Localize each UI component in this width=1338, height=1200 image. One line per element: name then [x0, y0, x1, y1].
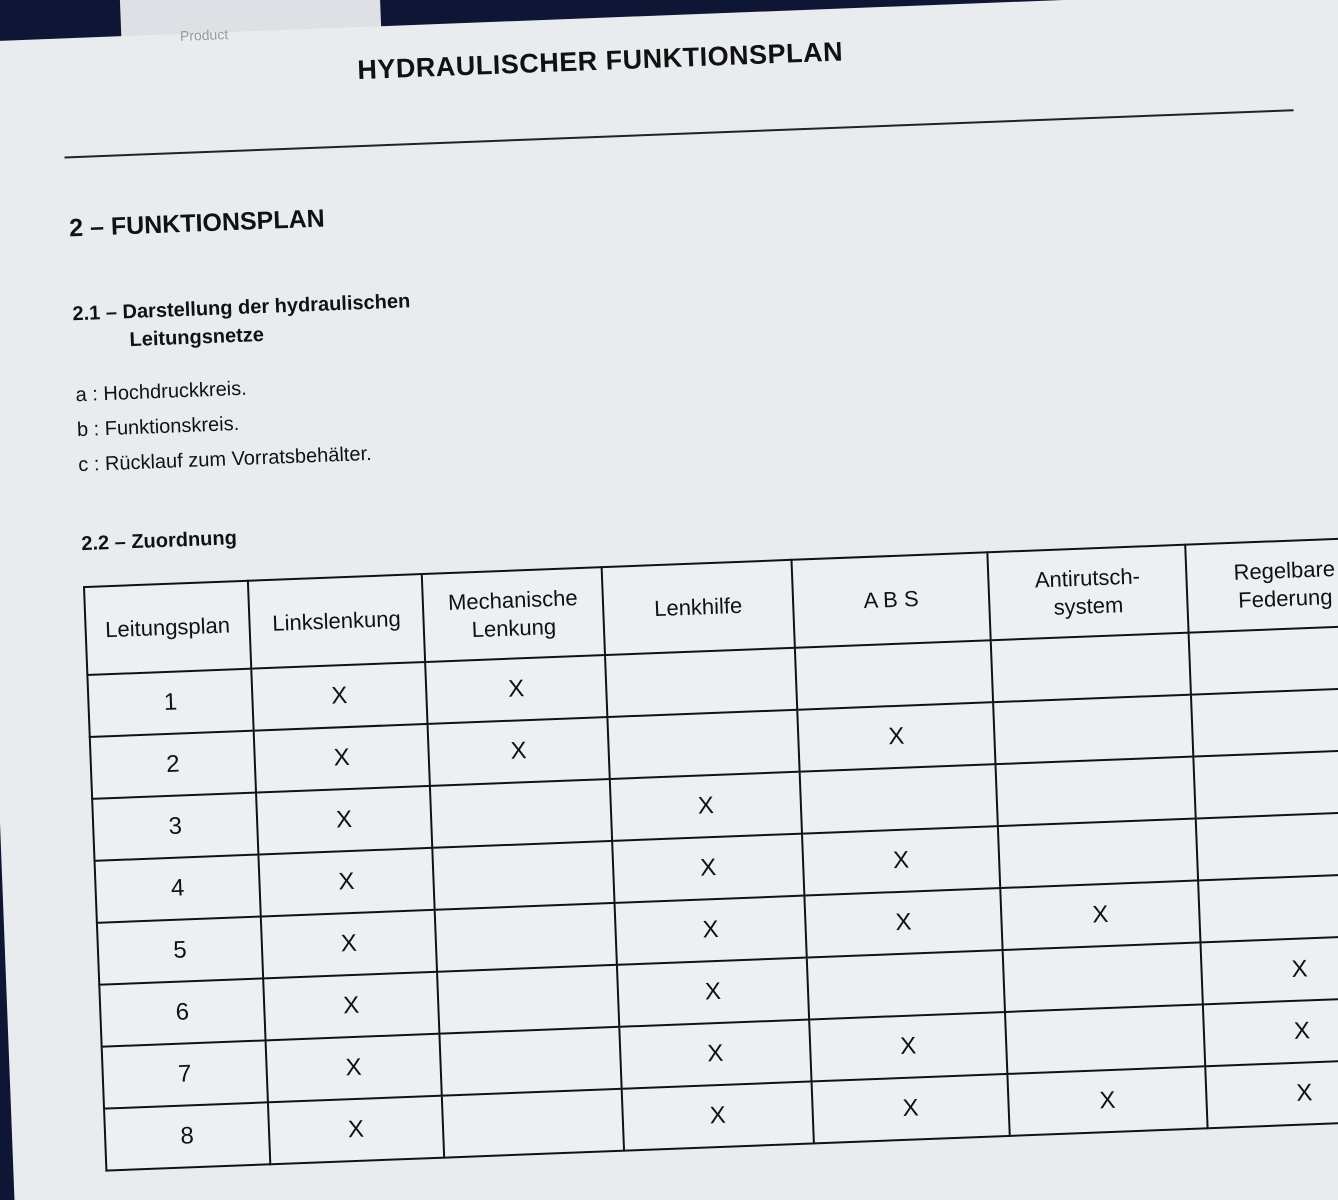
assignment-cell: [795, 640, 993, 709]
row-number-cell: 4: [95, 855, 261, 923]
assignment-cell: [995, 757, 1195, 827]
assignment-cell: X: [619, 1020, 811, 1089]
tab-label: Product: [179, 26, 229, 44]
assignment-cell: X: [428, 717, 610, 786]
assignment-cell: X: [261, 910, 437, 979]
assignment-cell: [1196, 811, 1338, 880]
assignment-cell: [432, 841, 614, 910]
assignment-cell: [1191, 687, 1338, 756]
assignment-cell: [435, 903, 617, 972]
assignment-cell: X: [256, 786, 432, 855]
assignment-cell: [807, 950, 1005, 1019]
legend-item-b: b : Funktionskreis.: [76, 412, 240, 442]
col-header-leitungsplan: Leitungsplan: [84, 581, 251, 675]
assignment-cell: X: [258, 848, 434, 917]
assignment-cell: [1003, 942, 1203, 1012]
assignment-cell: X: [425, 655, 607, 724]
table-body: [87, 625, 1338, 1170]
legend-item-c: c : Rücklauf zum Vorratsbehälter.: [77, 442, 372, 477]
assignment-cell: X: [268, 1096, 444, 1165]
col-header-linkslenkung: Linkslenkung: [248, 574, 425, 669]
legend-item-a: a : Hochdruckkreis.: [75, 377, 248, 407]
col-header-abs: A B S: [791, 552, 990, 647]
row-number-cell: 8: [104, 1102, 270, 1170]
assignment-cell: X: [802, 826, 1000, 895]
assignment-cell: [1189, 625, 1338, 694]
col-header-mechanische-lenkung: Mechanische Lenkung: [422, 567, 605, 662]
assignment-cell: X: [254, 724, 430, 793]
col-header-lenkhilfe: Lenkhilfe: [602, 560, 795, 655]
assignment-cell: X: [251, 662, 427, 731]
assignment-cell: [993, 695, 1193, 765]
assignment-cell: [998, 819, 1198, 889]
assignment-cell: X: [263, 972, 439, 1041]
subsection-heading-line-1: 2.1 – Darstellung der hydraulischen: [72, 290, 411, 326]
section-title: 2 – FUNKTIONSPLAN: [68, 204, 326, 243]
assignment-cell: [439, 1027, 621, 1096]
row-number-cell: 5: [97, 916, 263, 984]
assignment-cell: X: [1205, 1059, 1338, 1128]
assignment-cell: X: [610, 772, 802, 841]
row-number-cell: 1: [87, 669, 253, 737]
assignment-cell: X: [1200, 935, 1338, 1004]
row-number-cell: 7: [102, 1040, 268, 1108]
row-number-cell: 3: [92, 793, 258, 861]
assignment-cell: X: [266, 1034, 442, 1103]
assignment-cell: [605, 648, 797, 717]
circuit-legend: [75, 367, 372, 483]
assignment-cell: [607, 710, 799, 779]
assignment-cell: [1193, 749, 1338, 818]
assignment-cell: [437, 965, 619, 1034]
assignment-cell: [1198, 873, 1338, 942]
assignment-cell: X: [812, 1074, 1010, 1143]
row-number-cell: 6: [99, 978, 265, 1046]
assignment-table: [83, 536, 1338, 1171]
assignment-cell: X: [797, 702, 995, 771]
assignment-cell: [430, 779, 612, 848]
assignment-cell: X: [615, 896, 807, 965]
row-number-cell: 2: [90, 731, 256, 799]
page-header-title: HYDRAULISCHER FUNKTIONSPLAN: [356, 36, 844, 86]
assignment-cell: X: [617, 958, 809, 1027]
assignment-cell: X: [1203, 997, 1338, 1066]
assignment-cell: X: [612, 834, 804, 903]
col-header-regelbare-federung: Regelbare Federung: [1185, 537, 1338, 632]
assignment-cell: [800, 764, 998, 833]
assignment-cell: [442, 1089, 624, 1158]
assignment-cell: [991, 633, 1191, 703]
header-divider: [64, 109, 1293, 158]
subsection-heading-line-2: Leitungsnetze: [129, 323, 265, 352]
assignment-cell: [1005, 1004, 1205, 1074]
assignment-cell: X: [1000, 880, 1200, 950]
col-header-antirutschsystem: Antirutsch- system: [987, 545, 1188, 641]
assignment-cell: X: [804, 888, 1002, 957]
assignment-cell: X: [1007, 1066, 1207, 1136]
assignment-cell: X: [622, 1081, 814, 1150]
subsection-heading-2: 2.2 – Zuordnung: [80, 527, 238, 556]
assignment-cell: X: [809, 1012, 1007, 1081]
subsection-heading-1: [72, 287, 412, 356]
